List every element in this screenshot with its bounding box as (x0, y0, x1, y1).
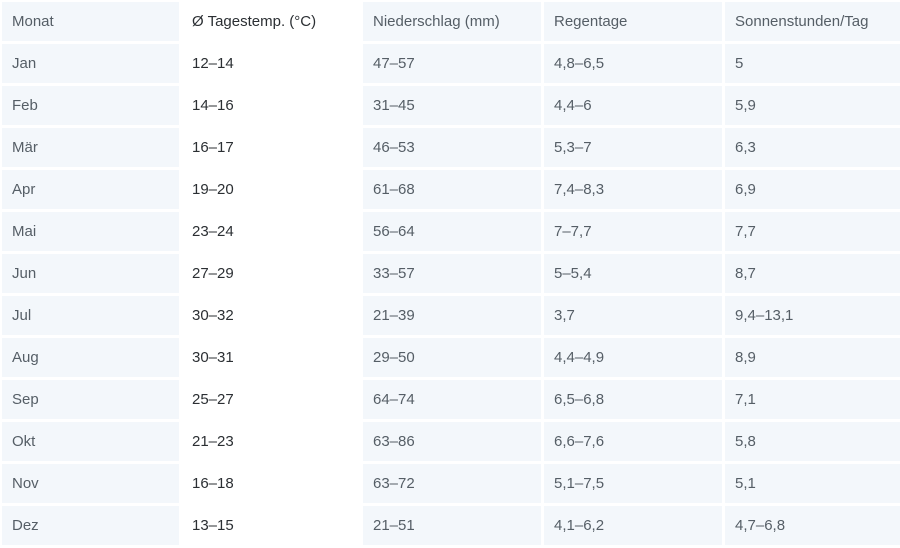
table-row (2, 506, 900, 545)
cell-sunshine-hours: 5,9 (725, 86, 900, 125)
table-row (2, 212, 900, 251)
cell-precipitation: 63–86 (363, 422, 541, 461)
cell-month: Jun (2, 254, 179, 293)
cell-precipitation: 31–45 (363, 86, 541, 125)
table-row (2, 254, 900, 293)
header-precipitation: Niederschlag (mm) (363, 2, 541, 41)
cell-precipitation: 56–64 (363, 212, 541, 251)
header-month: Monat (2, 2, 179, 41)
cell-rain-days: 6,5–6,8 (544, 380, 722, 419)
cell-month: Dez (2, 506, 179, 545)
cell-temperature: 25–27 (182, 380, 360, 419)
table-header (2, 2, 900, 41)
cell-month: Mär (2, 128, 179, 167)
header-sunshine-hours: Sonnenstunden/Tag (725, 2, 900, 41)
cell-precipitation: 21–39 (363, 296, 541, 335)
cell-sunshine-hours: 5,8 (725, 422, 900, 461)
cell-temperature: 16–17 (182, 128, 360, 167)
cell-month: Jan (2, 44, 179, 83)
cell-precipitation: 46–53 (363, 128, 541, 167)
cell-rain-days: 7,4–8,3 (544, 170, 722, 209)
table-row (2, 422, 900, 461)
cell-precipitation: 63–72 (363, 464, 541, 503)
header-row (2, 2, 900, 41)
cell-temperature: 30–32 (182, 296, 360, 335)
header-rain-days: Regentage (544, 2, 722, 41)
cell-temperature: 14–16 (182, 86, 360, 125)
cell-sunshine-hours: 5 (725, 44, 900, 83)
cell-rain-days: 7–7,7 (544, 212, 722, 251)
cell-rain-days: 4,4–4,9 (544, 338, 722, 377)
cell-sunshine-hours: 7,1 (725, 380, 900, 419)
cell-month: Sep (2, 380, 179, 419)
cell-temperature: 19–20 (182, 170, 360, 209)
cell-sunshine-hours: 4,7–6,8 (725, 506, 900, 545)
cell-rain-days: 5–5,4 (544, 254, 722, 293)
cell-month: Jul (2, 296, 179, 335)
header-temperature: Ø Tagestemp. (°C) (182, 2, 360, 41)
cell-rain-days: 5,1–7,5 (544, 464, 722, 503)
cell-sunshine-hours: 6,9 (725, 170, 900, 209)
table-row (2, 380, 900, 419)
table-row (2, 338, 900, 377)
cell-temperature: 13–15 (182, 506, 360, 545)
cell-month: Nov (2, 464, 179, 503)
cell-sunshine-hours: 5,1 (725, 464, 900, 503)
cell-temperature: 21–23 (182, 422, 360, 461)
cell-rain-days: 5,3–7 (544, 128, 722, 167)
cell-temperature: 12–14 (182, 44, 360, 83)
cell-temperature: 27–29 (182, 254, 360, 293)
cell-temperature: 30–31 (182, 338, 360, 377)
table-row (2, 44, 900, 83)
cell-temperature: 23–24 (182, 212, 360, 251)
cell-rain-days: 6,6–7,6 (544, 422, 722, 461)
table-row (2, 128, 900, 167)
table-row (2, 296, 900, 335)
cell-rain-days: 4,8–6,5 (544, 44, 722, 83)
cell-month: Aug (2, 338, 179, 377)
cell-sunshine-hours: 8,7 (725, 254, 900, 293)
cell-sunshine-hours: 9,4–13,1 (725, 296, 900, 335)
cell-precipitation: 33–57 (363, 254, 541, 293)
cell-rain-days: 4,1–6,2 (544, 506, 722, 545)
cell-precipitation: 21–51 (363, 506, 541, 545)
cell-temperature: 16–18 (182, 464, 360, 503)
cell-month: Feb (2, 86, 179, 125)
cell-month: Okt (2, 422, 179, 461)
cell-month: Apr (2, 170, 179, 209)
cell-sunshine-hours: 8,9 (725, 338, 900, 377)
cell-month: Mai (2, 212, 179, 251)
table-row (2, 464, 900, 503)
cell-precipitation: 61–68 (363, 170, 541, 209)
table-row (2, 86, 900, 125)
table-body (2, 44, 900, 545)
table-row (2, 170, 900, 209)
cell-sunshine-hours: 6,3 (725, 128, 900, 167)
cell-precipitation: 64–74 (363, 380, 541, 419)
cell-sunshine-hours: 7,7 (725, 212, 900, 251)
cell-rain-days: 4,4–6 (544, 86, 722, 125)
cell-precipitation: 29–50 (363, 338, 541, 377)
cell-rain-days: 3,7 (544, 296, 722, 335)
cell-precipitation: 47–57 (363, 44, 541, 83)
